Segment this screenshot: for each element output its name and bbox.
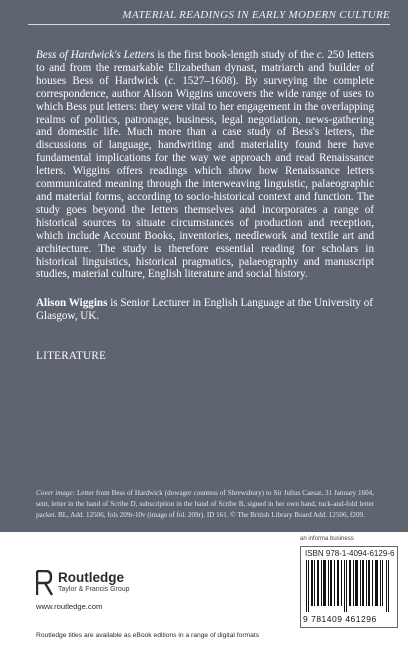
blurb-part-2: 250 letters to and from the remarkable Elizabethan dynast, matriarch and builder of houses Bess of Hardwick ( [36,49,374,87]
author-bio [36,297,374,323]
author-bio-text: is Senior Lecturer in English Language at the University of Glasgow, UK. [36,297,373,322]
ebook-availability-note: Routledge titles are available as eBook editions in a range of digital formats [36,632,260,639]
isbn-label: ISBN 978-1-4094-6129-6 [305,549,395,558]
subject-category: LITERATURE [36,350,107,362]
circa-abbrev-2: c. [168,74,177,87]
publisher-group: Taylor & Francis Group [58,586,130,593]
publisher-url[interactable]: www.routledge.com [36,602,103,611]
series-rule [28,24,390,25]
blurb-part-3: 1527–1608). By surveying the complete correspondence, author Alison Wiggins uncovers the wide range of uses to which Bess put letters: they were vital to her engagement in the overlapping realms of politics, patronage, business, legal negotiation, news-gathering and domestic life. Much more than a case study of Bess's letters, the discussions of language, handwriting and materiality found here have fundamental implications for the way we approach and read Renaissance letters. Wiggins offers readings which show how Renaissance letters communicated meaning through the interweaving linguistic, palaeographic and material forms, according to socio-historical context and function. The study goes beyond the letters themselves and incorporates a range of historical sources to situate circumstances of production and reception, which include Account Books, inventories, needlework and textile art and architecture. The study is therefore essential reading for scholars in historical linguistics, historical pragmatics, palaeography and manuscript studies, material culture, English literature and social history. [36,74,375,281]
cover-image-credit [36,488,374,520]
blurb-part-1: is the first book-length study of the [154,49,317,61]
cover-credit-text: Letter from Bess of Hardwick (dowager countess of Shrewsbury) to Sir Julius Caesar, 31 January 1604, sent, letter in the hand of Scribe D, subscription in the hand of Scribe B, signed in her own hand, tuck-and-fold letter packet. BL, Add. 12506, fols 209r-10v (image of fol. 209r). ID 161. © The British Library Board Add. 12506, f209. [36,489,374,519]
isbn-barcode [300,546,398,628]
publisher-name: Routledge [58,570,124,585]
barcode-bars-icon [304,560,392,612]
book-title: Bess of Hardwick's Letters [36,49,155,61]
circa-abbrev: c. [316,49,325,61]
series-header [0,0,408,34]
book-description [36,49,374,281]
barcode-number: 9 781409 461296 [303,614,377,624]
informa-tagline: an informa business [300,536,354,542]
author-name: Alison Wiggins [36,297,108,309]
cover-credit-label: Cover image: [36,489,75,497]
series-title: MATERIAL READINGS IN EARLY MODERN CULTURE [122,9,390,21]
publisher-band [0,532,408,648]
routledge-logo-icon [36,570,54,596]
